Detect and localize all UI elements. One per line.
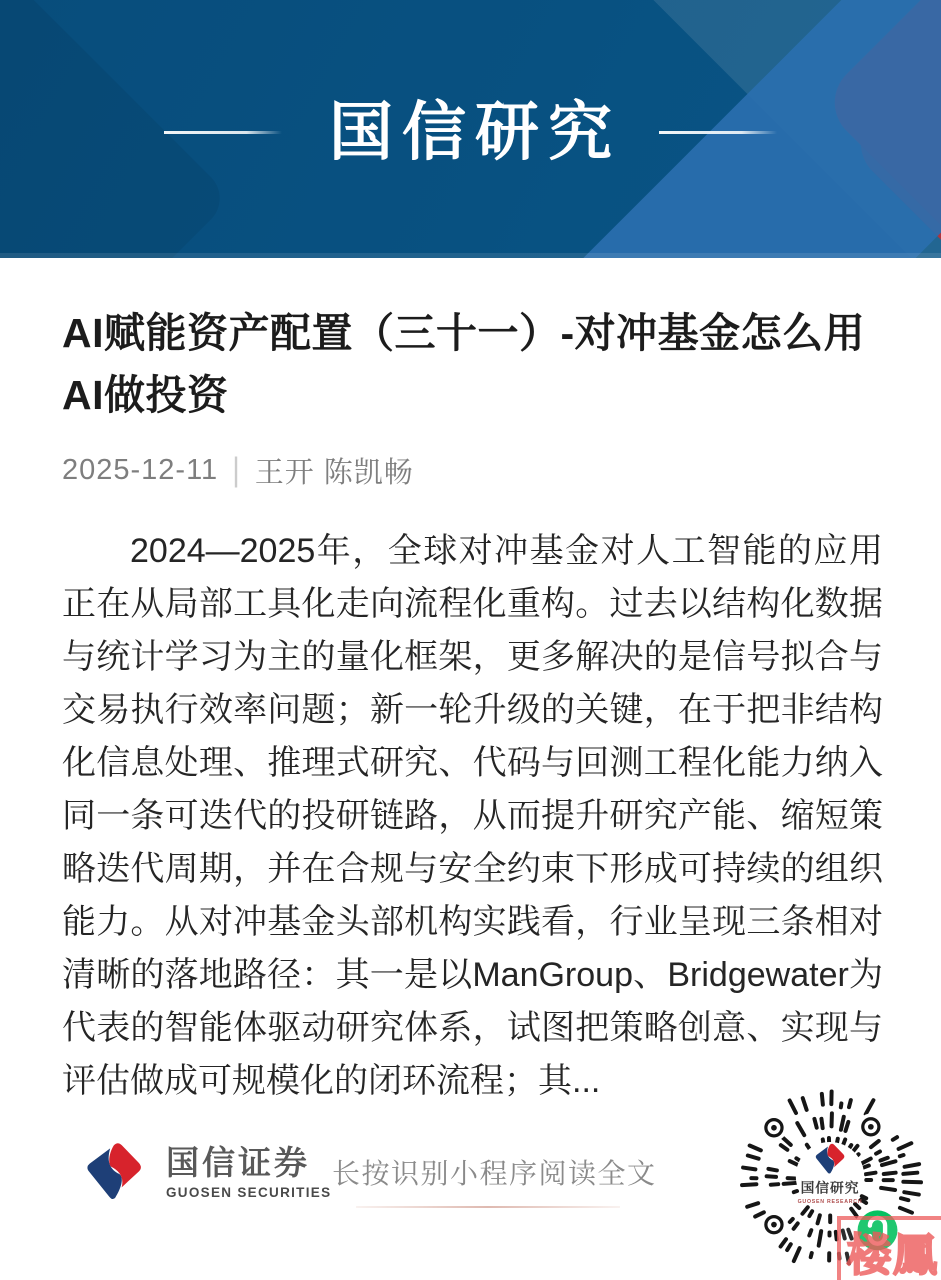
cta-text: 长按识别小程序阅读全文 xyxy=(332,1158,657,1189)
article-excerpt: 2024—2025年，全球对冲基金对人工智能的应用正在从局部工具化走向流程化重构。过去以结构化数据与统计学习为主的量化框架，更多解决的是信号拟合与交易执行效率问题；新一轮升级的关键，在于把非结构化信息处理、推理式研究、代码与回测工程化能力纳入同一条可迭代的投研链路，从而提升研究产能、缩短策略迭代周期，并在合规与安全约束下形成可持续的组织能力。从对冲基金头部机构实践看，行业呈现三条相对清晰的落地路径：其一是以ManGroup、Bridgewater为代表的智能体驱动研究体系，试图把策略创意、实现与评估做成可规模化的闭环流程；其... xyxy=(62,532,883,1100)
qr-center-en: GUOSEN RESEARCH xyxy=(797,1198,863,1205)
banner-title: 国信研究 xyxy=(329,96,621,168)
banner-title-row xyxy=(0,92,941,172)
guosen-logo-text xyxy=(166,1144,331,1201)
article-meta xyxy=(62,450,883,491)
banner-divider-line-right xyxy=(659,131,777,134)
guosen-logo-cn: 国信证券 xyxy=(166,1143,310,1181)
cta-block xyxy=(332,1152,657,1208)
watermark-stamp xyxy=(837,1216,941,1280)
watermark-text: 楼鳳 xyxy=(847,1231,939,1280)
qr-bullseye-nw xyxy=(761,1114,788,1141)
article-title: AI赋能资产配置（三十一）-对冲基金怎么用AI做投资 xyxy=(62,310,866,418)
qr-bullseye-sw xyxy=(761,1211,788,1238)
banner-divider-line-left xyxy=(164,131,282,134)
meta-divider: | xyxy=(232,451,241,489)
qr-center-cn: 国信研究 xyxy=(800,1180,860,1196)
article-date: 2025-12-11 xyxy=(62,454,219,486)
qr-bullseye-ne xyxy=(858,1114,885,1141)
cta-underline xyxy=(356,1206,620,1208)
guosen-logo-icon xyxy=(78,1140,150,1204)
guosen-securities-logo xyxy=(78,1140,331,1204)
article-authors: 王开 陈凯畅 xyxy=(254,457,414,489)
banner xyxy=(0,0,941,258)
article-content xyxy=(62,258,883,1108)
guosen-logo-en: GUOSEN SECURITIES xyxy=(166,1185,332,1201)
